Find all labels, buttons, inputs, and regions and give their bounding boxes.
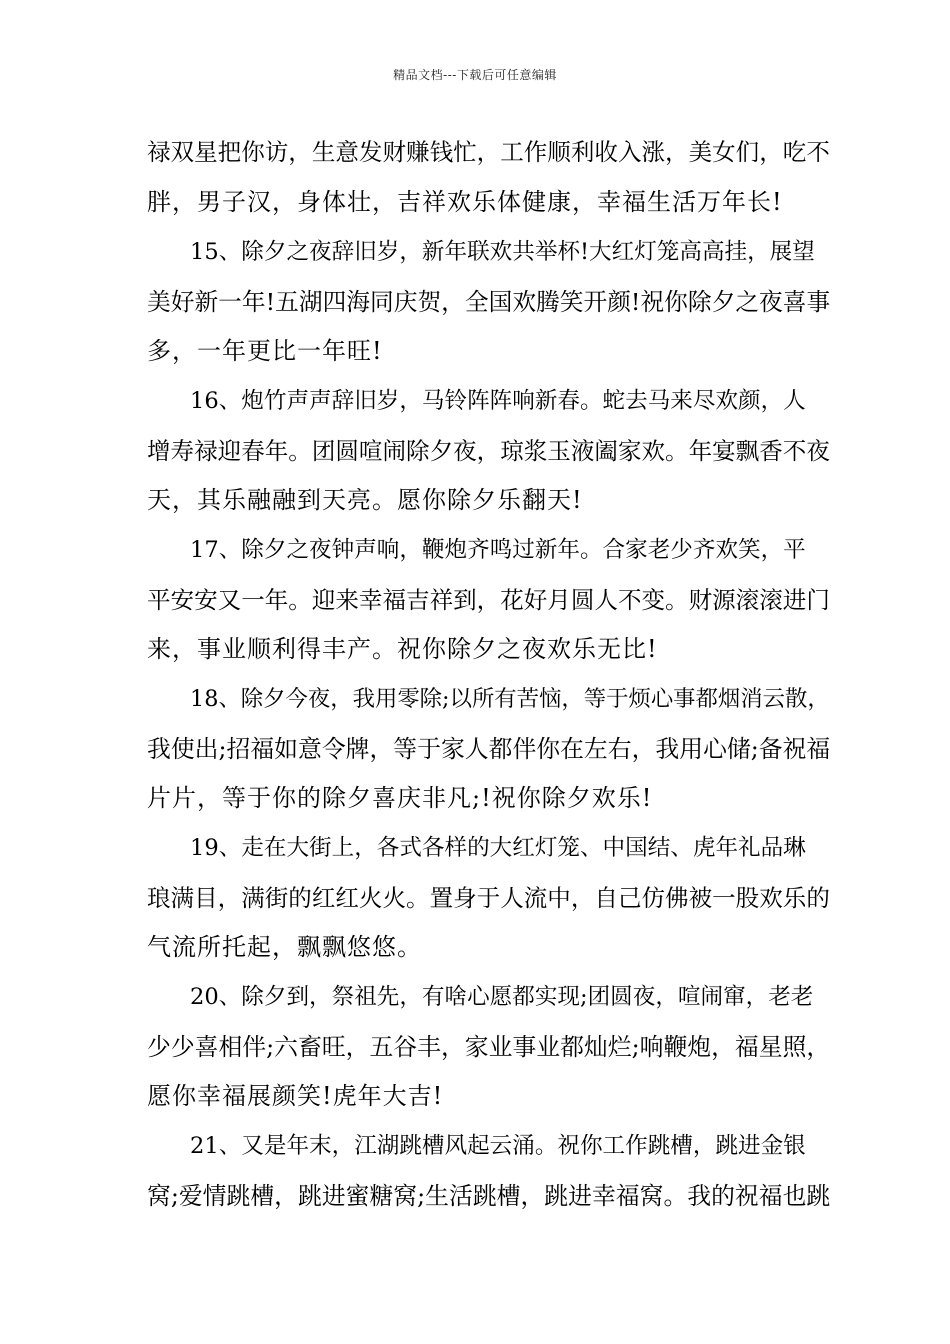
text-line: 愿你幸福展颜笑!虎年大吉! (147, 1082, 444, 1110)
text-line: 禄双星把你访，生意发财赚钱忙，工作顺利收入涨，美女们，吃不 (147, 138, 830, 166)
text-line: 窝;爱情跳槽，跳进蜜糖窝;生活跳槽，跳进幸福窝。我的祝福也跳 (147, 1182, 831, 1210)
text-line: 胖，男子汉，身体壮，吉祥欢乐体健康，幸福生活万年长! (147, 188, 783, 216)
text-line: 少少喜相伴;六畜旺，五谷丰，家业事业都灿烂;响鞭炮，福星照， (147, 1033, 831, 1061)
text-line: 增寿禄迎春年。团圆喧闹除夕夜，琼浆玉液阖家欢。年宴飘香不夜 (147, 437, 830, 465)
text-line: 17、除夕之夜钟声响，鞭炮齐鸣过新年。合家老少齐欢笑，平 (190, 537, 806, 563)
text-line: 美好新一年!五湖四海同庆贺，全国欢腾笑开颜!祝你除夕之夜喜事 (147, 288, 831, 316)
text-line: 片片，等于你的除夕喜庆非凡;!祝你除夕欢乐! (147, 784, 653, 812)
text-line: 来，事业顺利得丰产。祝你除夕之夜欢乐无比! (147, 635, 658, 663)
text-line: 21、又是年末，江湖跳槽风起云涌。祝你工作跳槽，跳进金银 (190, 1133, 806, 1159)
text-line: 20、除夕到，祭祖先，有啥心愿都实现;团圆夜，喧闹窜，老老 (190, 984, 814, 1010)
text-line: 19、走在大街上，各式各样的大红灯笼、中国结、虎年礼品琳 (190, 835, 806, 861)
text-line: 平安安又一年。迎来幸福吉祥到，花好月圆人不变。财源滚滚进门 (147, 586, 830, 614)
text-line: 气流所托起，飘飘悠悠。 (147, 933, 422, 961)
text-line: 15、除夕之夜辞旧岁，新年联欢共举杯!大红灯笼高高挂，展望 (190, 239, 815, 265)
text-line: 琅满目，满街的红红火火。置身于人流中，自己仿佛被一股欢乐的 (147, 884, 830, 912)
text-line: 天，其乐融融到天亮。愿你除夕乐翻天! (147, 486, 583, 514)
text-line: 多，一年更比一年旺! (147, 337, 383, 365)
text-line: 16、炮竹声声辞旧岁，马铃阵阵响新春。蛇去马来尽欢颜，人 (190, 388, 806, 414)
text-line: 18、除夕今夜，我用零除;以所有苦恼，等于烦心事都烟消云散， (190, 686, 830, 712)
page-header: 精品文档---下载后可任意编辑 (393, 68, 557, 82)
text-line: 我使出;招福如意令牌，等于家人都伴你在左右，我用心储;备祝福 (147, 735, 831, 763)
